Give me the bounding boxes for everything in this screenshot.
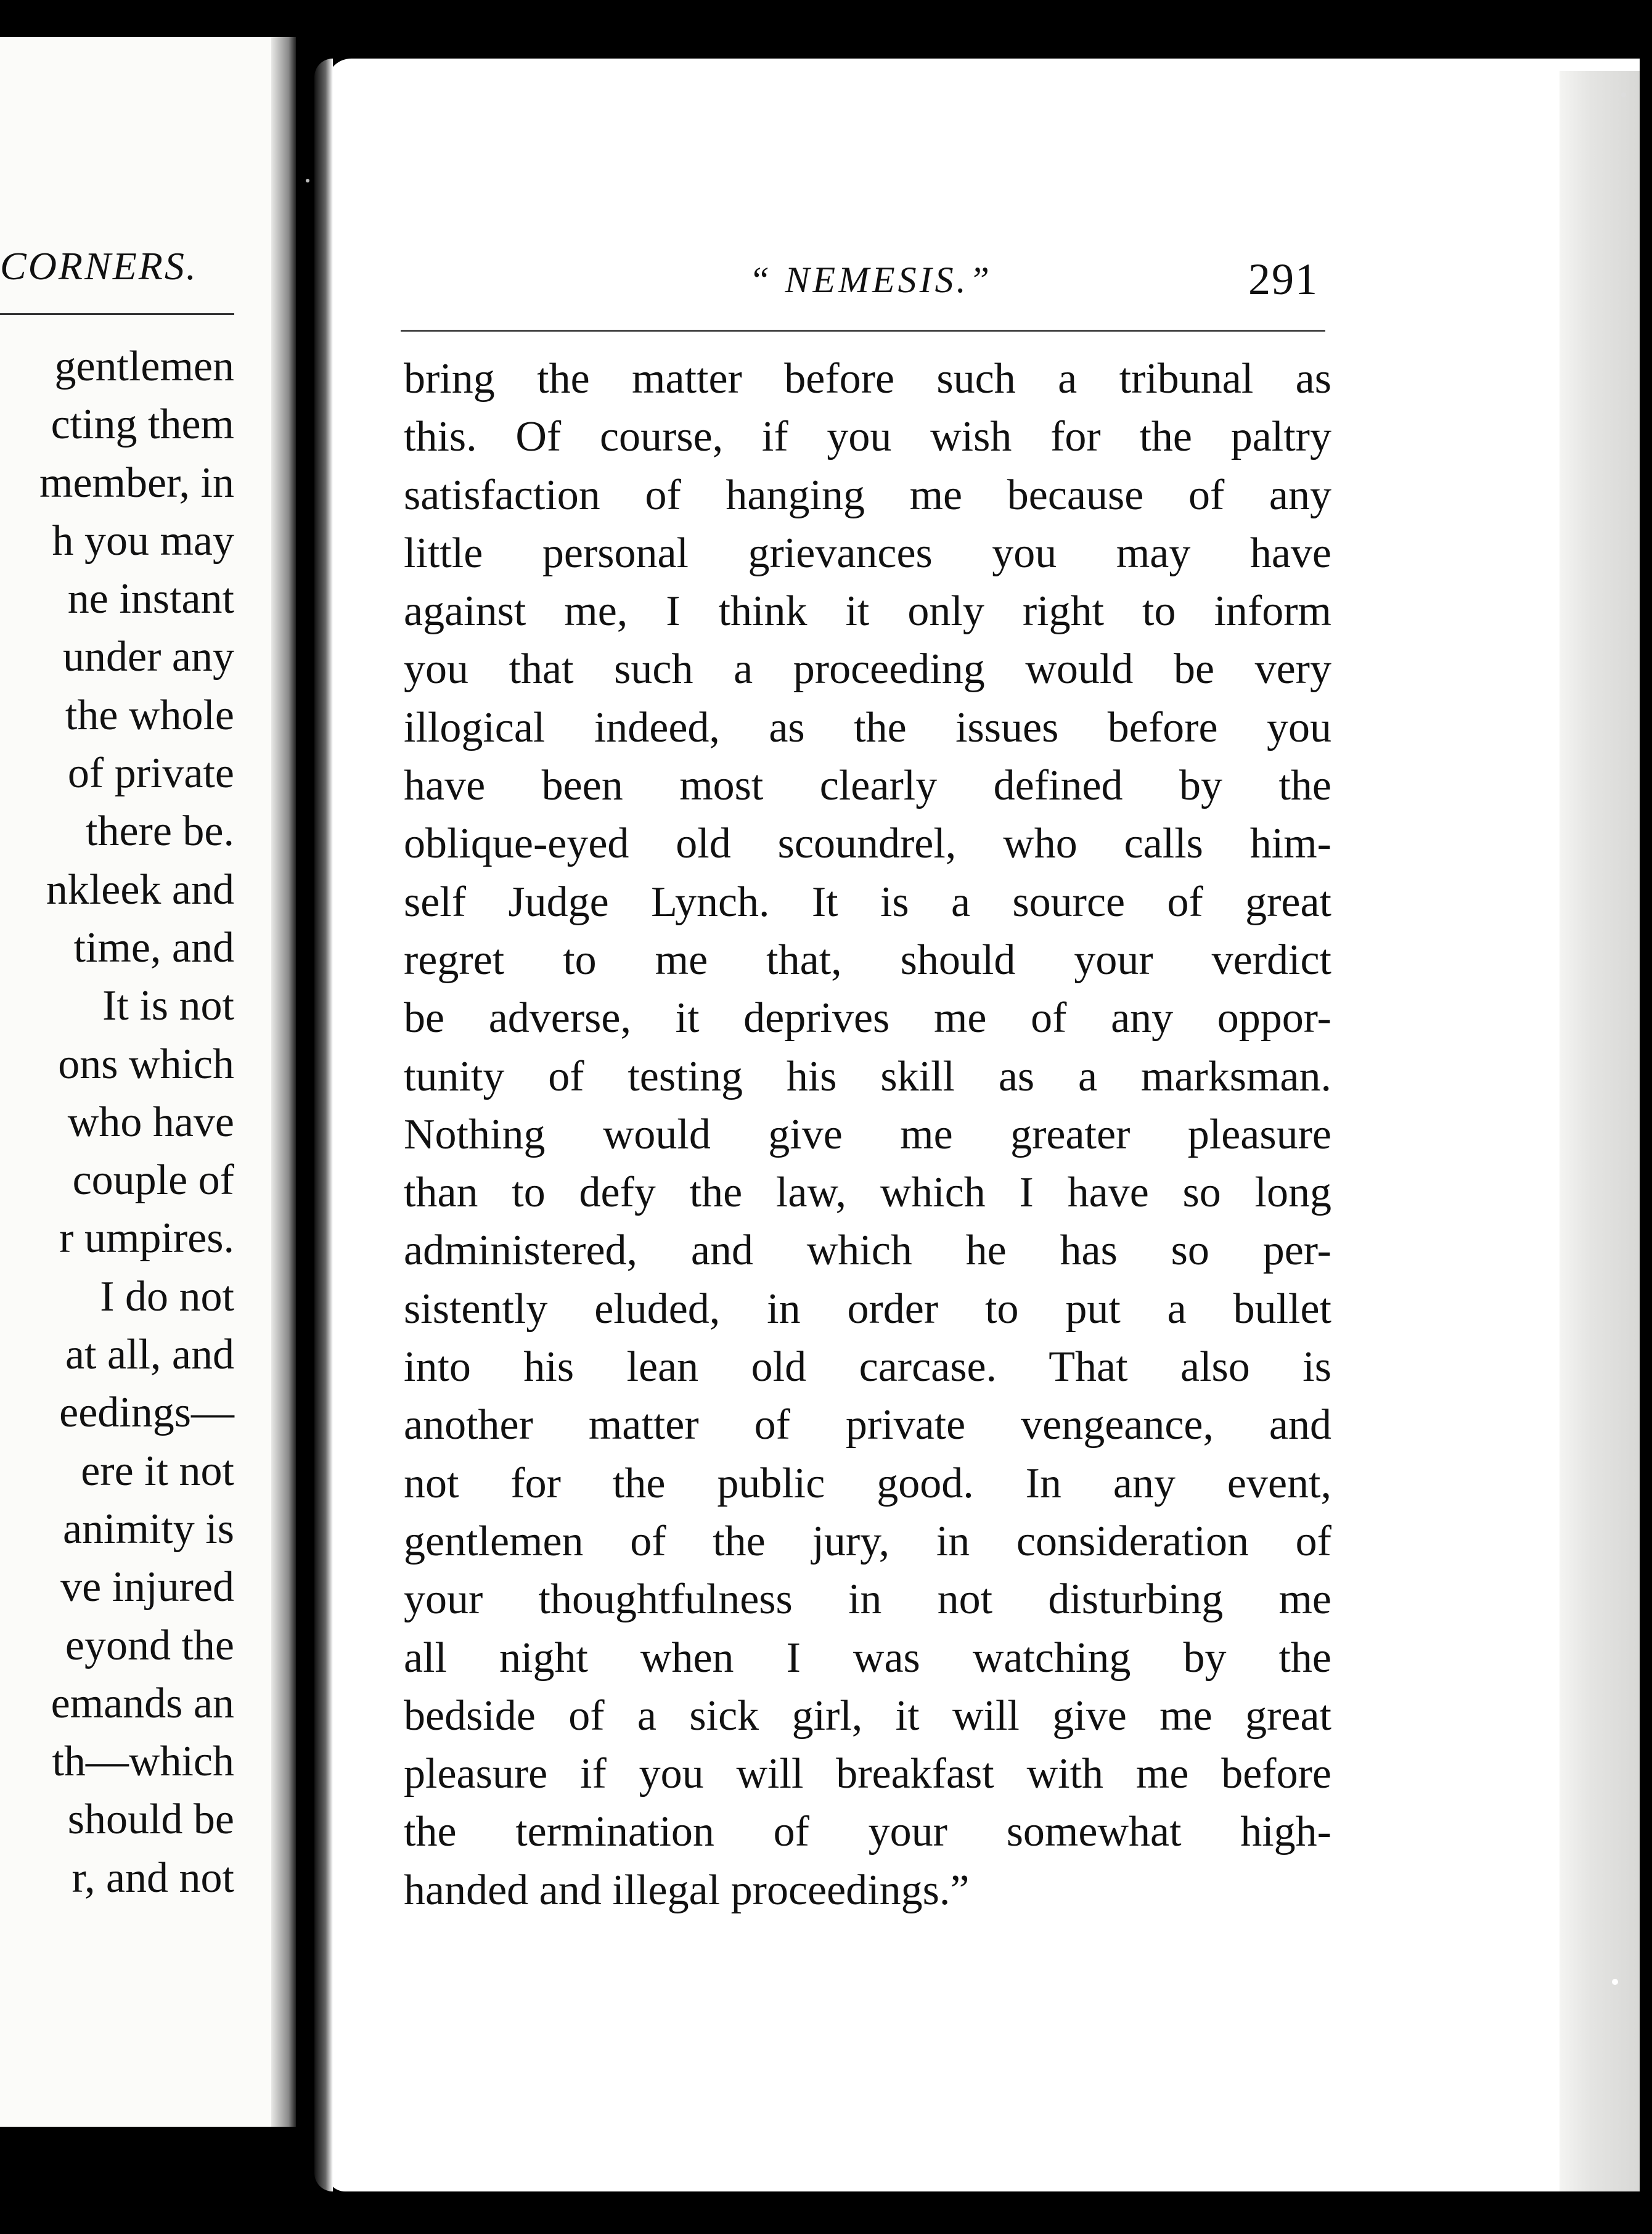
right-page-text <box>404 350 1331 1920</box>
text-line: at all, and <box>65 1331 234 1379</box>
left-running-head: CORNERS. <box>0 244 198 288</box>
text-line: animity is <box>62 1505 234 1553</box>
text-line: th—which <box>52 1738 234 1786</box>
text-line: cting them <box>51 401 234 449</box>
text-line: against me, I think it only right to inform <box>404 587 1331 636</box>
text-line: time, and <box>73 923 234 972</box>
text-line: there be. <box>86 808 234 856</box>
page-number: 291 <box>1248 255 1319 304</box>
left-head-rule <box>0 313 234 315</box>
text-line: bring the matter before such a tribunal as <box>404 355 1331 403</box>
text-line: the termination of your somewhat high- <box>404 1808 1331 1856</box>
text-line: eyond the <box>65 1621 234 1669</box>
text-line: have been most clearly defined by the <box>404 762 1331 810</box>
text-line: Nothing would give me greater pleasure <box>404 1110 1331 1158</box>
text-line: the whole <box>65 691 234 739</box>
left-page-text <box>0 338 234 1907</box>
right-head-rule <box>401 330 1325 332</box>
text-line: into his lean old carcase. That also is <box>404 1343 1331 1391</box>
text-line: ere it not <box>81 1447 234 1495</box>
text-line: sistently eluded, in order to put a bullet <box>404 1285 1331 1333</box>
text-line: administered, and which he has so per- <box>404 1227 1331 1275</box>
text-line: who have <box>67 1098 234 1146</box>
text-line: h you may <box>52 517 234 565</box>
right-page-edge <box>1560 71 1640 2191</box>
text-line: handed and illegal proceedings.” <box>404 1866 970 1914</box>
page-spine-shadow <box>314 59 333 2191</box>
chapter-title: “ NEMESIS.” <box>749 260 993 300</box>
text-line: gentlemen <box>54 343 234 390</box>
text-line: member, in <box>39 459 234 507</box>
text-line: regret to me that, should your verdict <box>404 936 1331 984</box>
text-line: you that such a proceeding would be very <box>404 645 1331 694</box>
text-line: this. Of course, if you wish for the paltry <box>404 413 1331 461</box>
text-line: I do not <box>100 1272 234 1320</box>
text-line: not for the public good. In any event, <box>404 1459 1331 1507</box>
left-page-gutter <box>271 37 296 2127</box>
text-line: r umpires. <box>59 1214 234 1262</box>
text-line: tunity of testing his skill as a marksman. <box>404 1052 1331 1100</box>
text-line: should be <box>67 1796 234 1844</box>
text-line: illogical indeed, as the issues before you <box>404 703 1331 751</box>
text-line: another matter of private vengeance, and <box>404 1401 1331 1449</box>
text-line: r, and not <box>72 1854 234 1902</box>
text-line: under any <box>63 633 234 681</box>
text-line: satisfaction of hanging me because of any <box>404 471 1331 519</box>
text-line: than to defy the law, which I have so long <box>404 1169 1331 1217</box>
text-line: nkleek and <box>46 865 234 914</box>
text-line: of private <box>67 750 234 798</box>
text-line: ons which <box>58 1040 234 1088</box>
text-line: emands an <box>51 1679 234 1727</box>
text-line: be adverse, it deprives me of any oppor- <box>404 994 1331 1042</box>
text-line: all night when I was watching by the <box>404 1634 1331 1682</box>
text-line: ne instant <box>67 575 234 623</box>
text-line: pleasure if you will breakfast with me before <box>404 1750 1331 1798</box>
text-line: eedings— <box>59 1389 234 1437</box>
text-line: your thoughtfulness in not disturbing me <box>404 1576 1331 1624</box>
text-line: It is not <box>102 982 234 1030</box>
text-line: ve injured <box>60 1563 234 1611</box>
text-line: little personal grievances you may have <box>404 529 1331 577</box>
text-line: self Judge Lynch. It is a source of great <box>404 878 1331 926</box>
text-line: couple of <box>72 1156 234 1205</box>
text-line: gentlemen of the jury, in consideration of <box>404 1517 1331 1565</box>
text-line: bedside of a sick girl, it will give me great <box>404 1692 1331 1740</box>
text-line: oblique-eyed old scoundrel, who calls him- <box>404 820 1331 868</box>
